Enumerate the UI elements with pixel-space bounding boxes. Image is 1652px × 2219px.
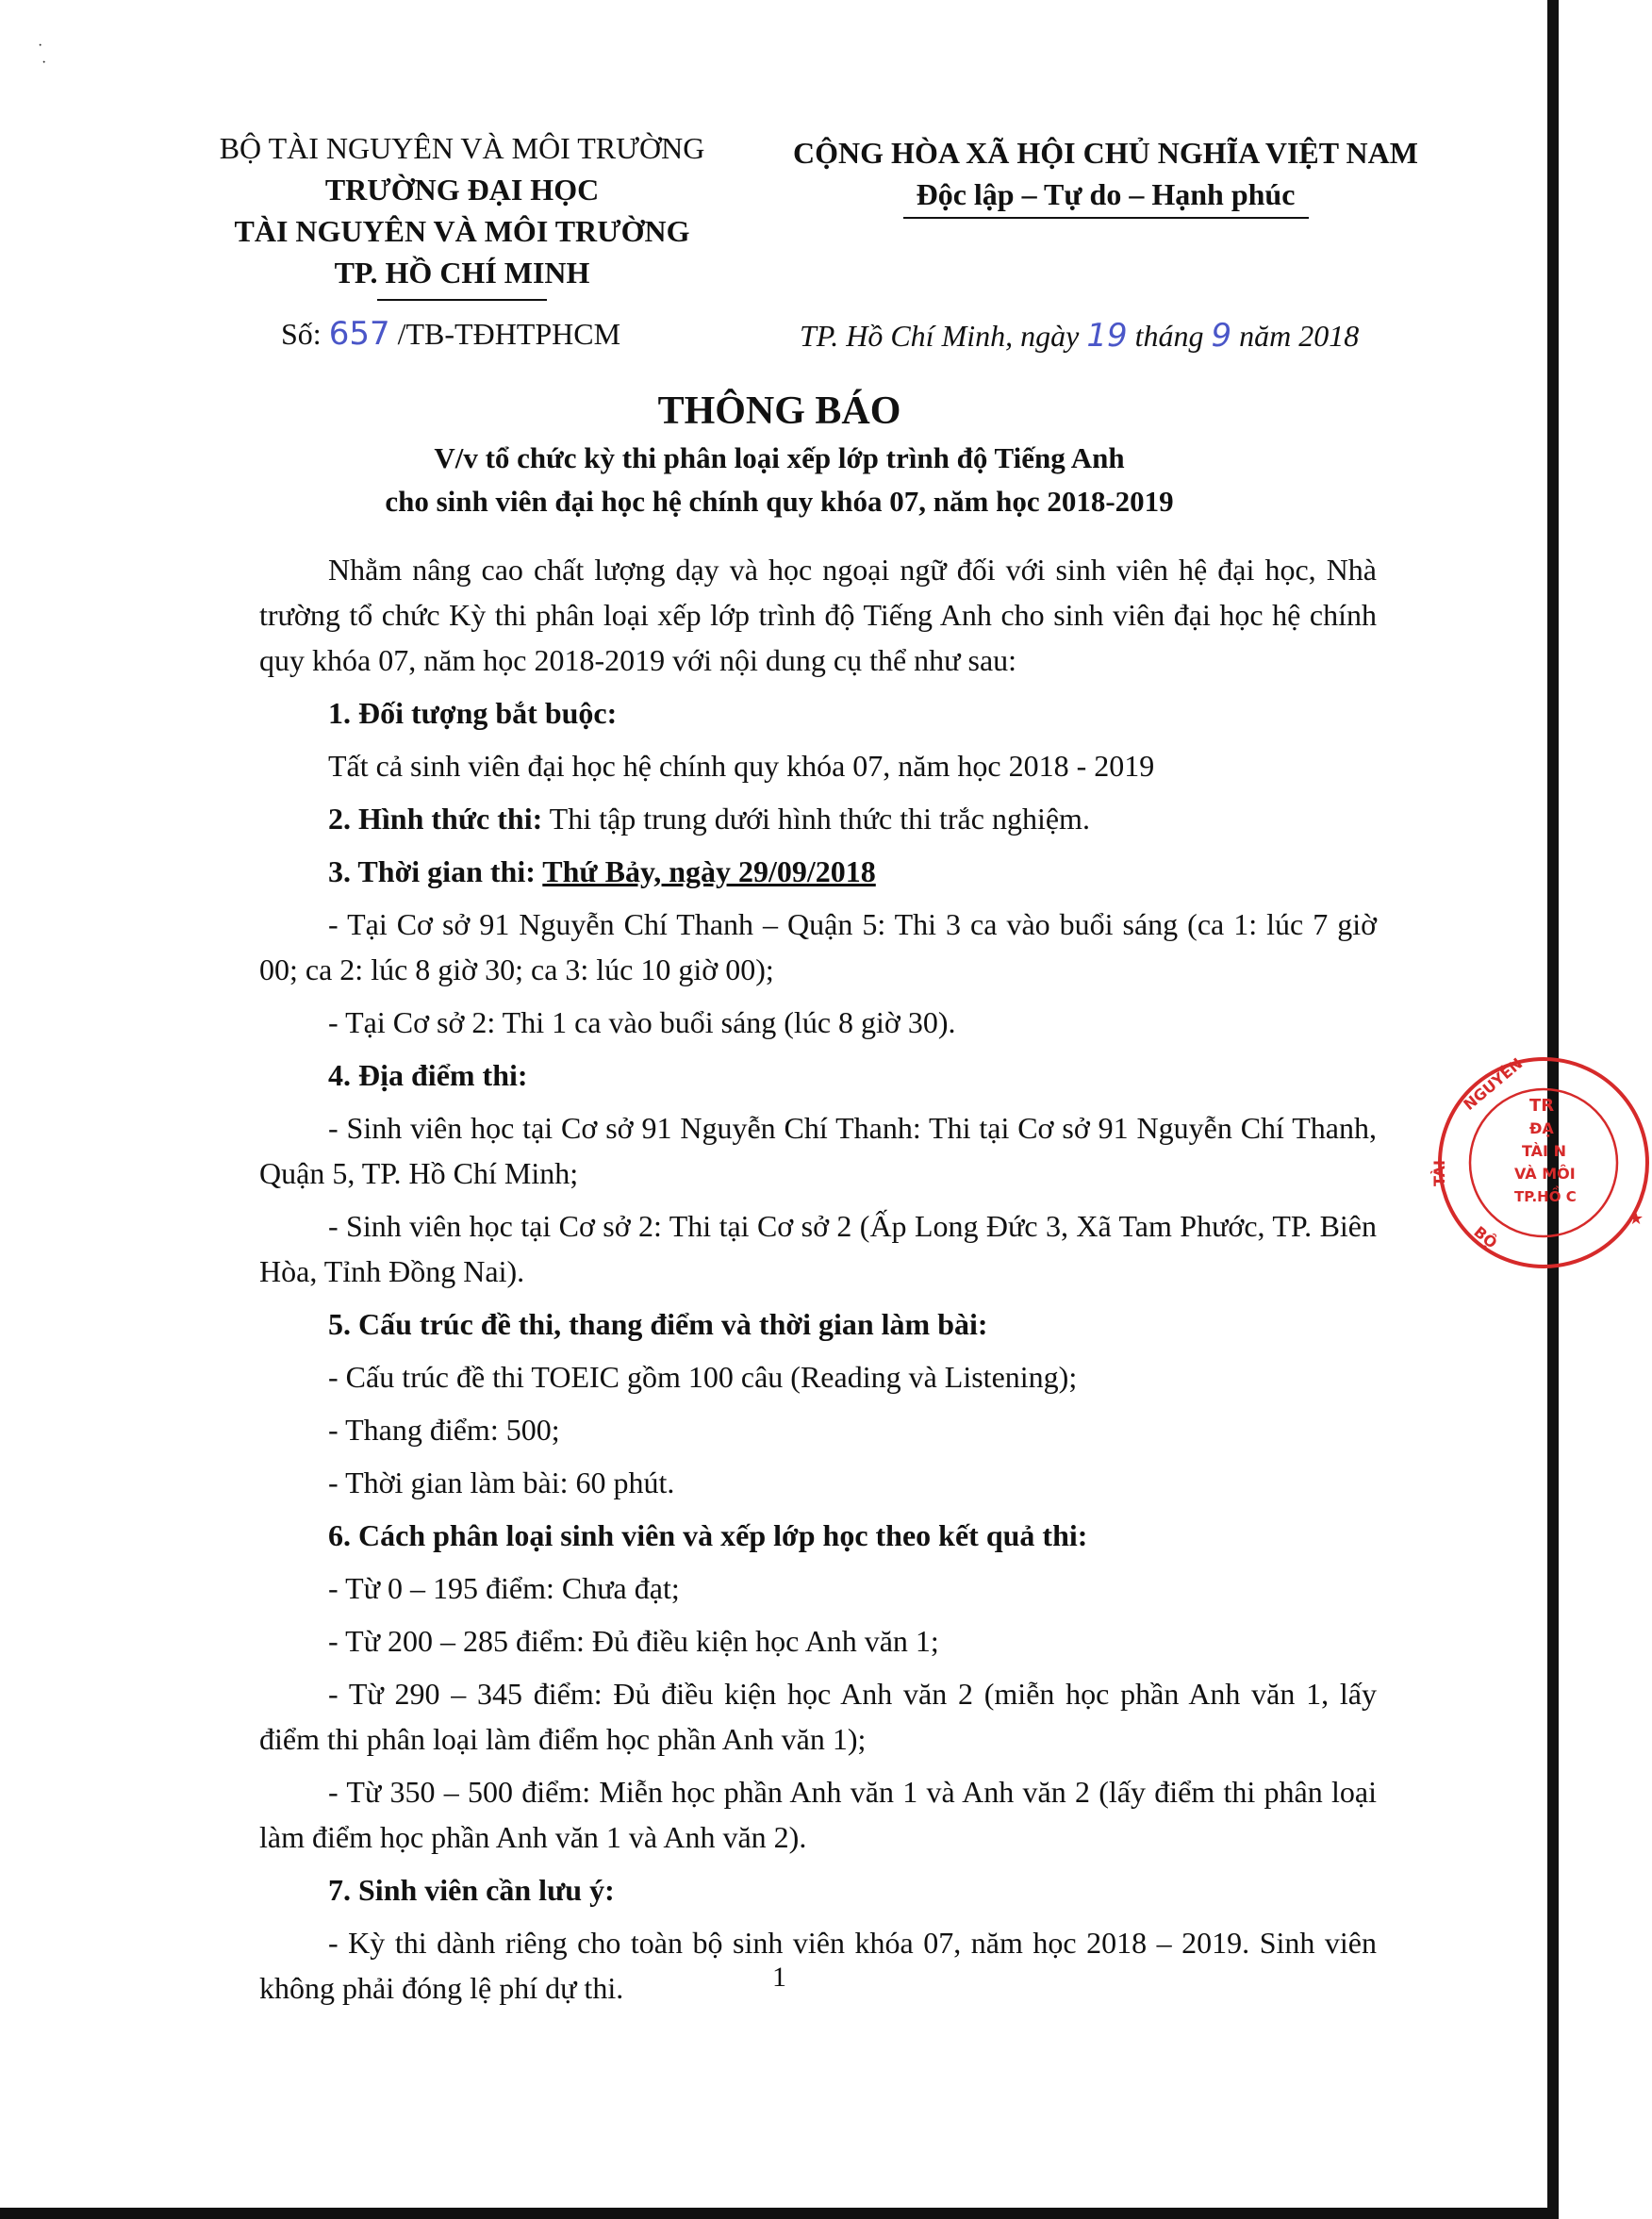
section-2-heading: 2. Hình thức thi: bbox=[328, 802, 543, 836]
document-title: THÔNG BÁO bbox=[657, 389, 901, 433]
subtitle-line2: cho sinh viên đại học hệ chính quy khóa 07, năm học 2018-2019 bbox=[385, 485, 1174, 518]
svg-text:★: ★ bbox=[1628, 1209, 1644, 1229]
document-number bbox=[281, 315, 620, 353]
handwritten-month: 9 bbox=[1211, 317, 1232, 355]
official-seal-icon bbox=[1430, 1054, 1652, 1271]
svg-text:TÀI: TÀI bbox=[1430, 1159, 1448, 1186]
number-suffix: /TB-TĐHTPHCM bbox=[397, 317, 621, 351]
section-6-item3: - Từ 290 – 345 điểm: Đủ điều kiện học Anh văn 2 (miễn học phần Anh văn 1, lấy điểm thi phân loại làm điểm học phần Anh văn 1); bbox=[259, 1677, 1377, 1756]
scan-specks: · · bbox=[38, 38, 47, 71]
section-2 bbox=[259, 796, 1377, 841]
svg-text:ĐẠ: ĐẠ bbox=[1529, 1119, 1554, 1137]
section-7-heading: 7. Sinh viên cần lưu ý: bbox=[328, 1873, 615, 1907]
section-5-item3: - Thời gian làm bài: 60 phút. bbox=[328, 1466, 675, 1499]
intro-paragraph: Nhằm nâng cao chất lượng dạy và học ngoại ngữ đối với sinh viên hệ đại học, Nhà trường tổ chức Kỳ thi phân loại xếp lớp trình độ Tiếng Anh cho sinh viên đại học hệ chính quy khóa 07, năm học 2018-2019 với nội dung cụ thể như sau: bbox=[259, 553, 1377, 677]
section-7-item1: - Kỳ thi dành riêng cho toàn bộ sinh viên khóa 07, năm học 2018 – 2019. Sinh viên không phải đóng lệ phí dự thi. bbox=[259, 1926, 1377, 2005]
section-6-item2: - Từ 200 – 285 điểm: Đủ điều kiện học Anh văn 1; bbox=[328, 1624, 939, 1658]
school-name-line2: TÀI NGUYÊN VÀ MÔI TRƯỜNG bbox=[234, 214, 690, 248]
issuer-header bbox=[189, 127, 735, 301]
document-date bbox=[800, 317, 1359, 355]
date-part2: tháng bbox=[1134, 319, 1204, 353]
document-body bbox=[259, 547, 1377, 2018]
ministry-name: BỘ TÀI NGUYÊN VÀ MÔI TRƯỜNG bbox=[219, 131, 705, 165]
exam-date: Thứ Bảy, ngày 29/09/2018 bbox=[542, 854, 876, 888]
section-6-item4: - Từ 350 – 500 điểm: Miễn học phần Anh văn 1 và Anh văn 2 (lấy điểm thi phân loại làm điểm học phần Anh văn 1 và Anh văn 2). bbox=[259, 1775, 1377, 1854]
section-3-item1: - Tại Cơ sở 91 Nguyễn Chí Thanh – Quận 5: Thi 3 ca vào buổi sáng (ca 1: lúc 7 giờ 00; ca 2: lúc 8 giờ 30; ca 3: lúc 10 giờ 00); bbox=[259, 907, 1377, 986]
date-part3: năm 2018 bbox=[1239, 319, 1360, 353]
section-3-heading: 3. Thời gian thi: bbox=[328, 854, 536, 888]
svg-text:NGUYÊN: NGUYÊN bbox=[1460, 1054, 1527, 1115]
section-3-item2: - Tại Cơ sở 2: Thi 1 ca vào buổi sáng (lúc 8 giờ 30). bbox=[328, 1005, 956, 1039]
document-subtitle bbox=[0, 437, 1559, 523]
section-3 bbox=[259, 849, 1377, 894]
issuer-underline bbox=[377, 299, 547, 301]
section-5-item2: - Thang điểm: 500; bbox=[328, 1413, 560, 1447]
date-part1: TP. Hồ Chí Minh, ngày bbox=[800, 319, 1080, 353]
section-4-item1: - Sinh viên học tại Cơ sở 91 Nguyễn Chí Thanh: Thi tại Cơ sở 91 Nguyễn Chí Thanh, Quận 5, TP. Hồ Chí Minh; bbox=[259, 1111, 1377, 1190]
section-6-item1: - Từ 0 – 195 điểm: Chưa đạt; bbox=[328, 1571, 680, 1605]
school-name-line3: TP. HỒ CHÍ MINH bbox=[334, 256, 590, 290]
section-4-heading: 4. Địa điểm thi: bbox=[328, 1058, 528, 1092]
svg-text:TP.HỒ C: TP.HỒ C bbox=[1514, 1188, 1577, 1205]
page-number: 1 bbox=[772, 1962, 786, 1993]
handwritten-day: 19 bbox=[1086, 317, 1128, 355]
section-2-text: Thi tập trung dưới hình thức thi trắc nghiệm. bbox=[549, 802, 1090, 836]
school-name-line1: TRƯỜNG ĐẠI HỌC bbox=[324, 173, 600, 207]
svg-text:TÀI N: TÀI N bbox=[1522, 1142, 1566, 1160]
section-4-item2: - Sinh viên học tại Cơ sở 2: Thi tại Cơ sở 2 (Ấp Long Đức 3, Xã Tam Phước, TP. Biên Hòa, Tỉnh Đồng Nai). bbox=[259, 1209, 1377, 1288]
national-motto: Độc lập – Tự do – Hạnh phúc bbox=[916, 177, 1296, 211]
number-prefix: Số: bbox=[281, 317, 322, 351]
section-1-heading: 1. Đối tượng bắt buộc: bbox=[328, 696, 618, 730]
subtitle-line1: V/v tổ chức kỳ thi phân loại xếp lớp trình độ Tiếng Anh bbox=[434, 441, 1125, 474]
svg-text:BỘ: BỘ bbox=[1470, 1222, 1501, 1252]
svg-text:TR: TR bbox=[1529, 1096, 1555, 1116]
svg-text:VÀ MÔI: VÀ MÔI bbox=[1514, 1165, 1576, 1183]
section-6-heading: 6. Cách phân loại sinh viên và xếp lớp học theo kết quả thi: bbox=[328, 1518, 1088, 1552]
section-5-heading: 5. Cấu trúc đề thi, thang điểm và thời gian làm bài: bbox=[328, 1307, 988, 1341]
nation-name: CỘNG HÒA XÃ HỘI CHỦ NGHĨA VIỆT NAM bbox=[793, 136, 1418, 170]
section-1-text: Tất cả sinh viên đại học hệ chính quy khóa 07, năm học 2018 - 2019 bbox=[328, 749, 1155, 783]
motto-underline bbox=[903, 217, 1309, 219]
section-5-item1: - Cấu trúc đề thi TOEIC gồm 100 câu (Reading và Listening); bbox=[328, 1360, 1078, 1394]
national-header bbox=[754, 132, 1457, 219]
handwritten-number: 657 bbox=[328, 315, 390, 353]
